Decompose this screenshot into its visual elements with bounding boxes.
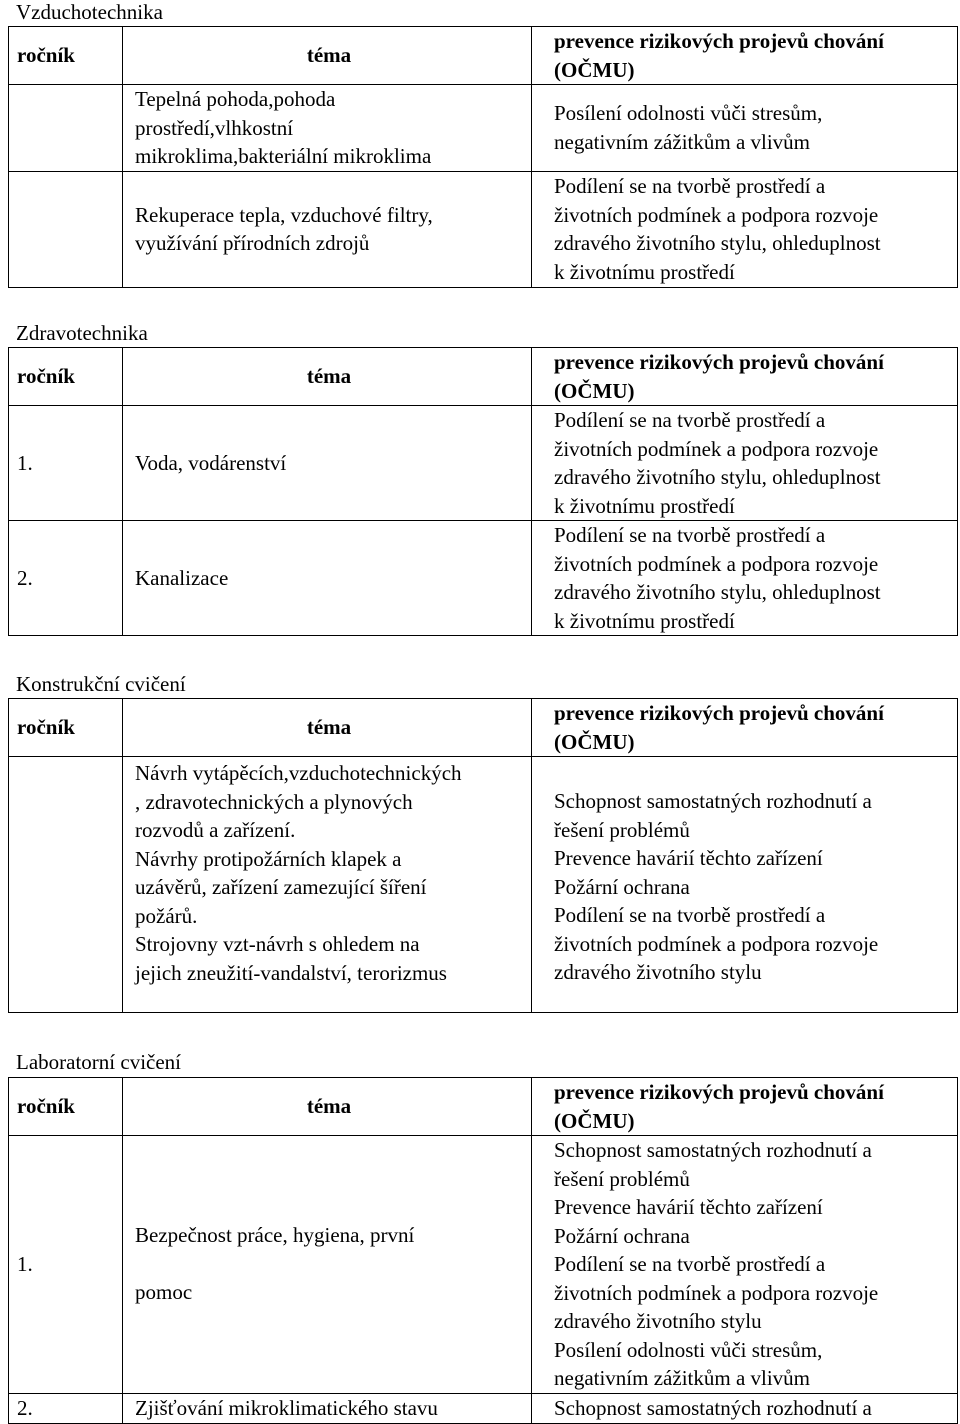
header-rocnik: ročník xyxy=(9,348,123,406)
prevence-line: negativním zážitkům a vlivům xyxy=(554,1366,811,1390)
cell-prevence xyxy=(532,171,958,287)
table-header-row xyxy=(9,27,958,85)
header-tema: téma xyxy=(123,348,532,406)
table-header-row xyxy=(9,348,958,406)
prevence-line: Podílení se na tvorbě prostředí a xyxy=(554,1252,826,1276)
tema-line: využívání přírodních zdrojů xyxy=(135,231,370,255)
table-row xyxy=(9,85,958,172)
table-row xyxy=(9,1393,958,1423)
tema-line: pomoc xyxy=(135,1280,193,1305)
cell-tema xyxy=(123,406,532,521)
tema-line: Kanalizace xyxy=(135,565,229,590)
header-prevence xyxy=(532,348,958,406)
prevence-line: Prevence havárií těchto zařízení xyxy=(554,846,823,870)
header-prevence-line: (OČMU) xyxy=(554,729,635,754)
prevence-line: Schopnost samostatných rozhodnutí a xyxy=(554,789,872,813)
header-rocnik: ročník xyxy=(9,1078,123,1136)
header-tema: téma xyxy=(123,1078,532,1136)
tema-line: , zdravotechnických a plynových xyxy=(135,789,413,814)
header-prevence-line: prevence rizikových projevů chování xyxy=(554,29,884,53)
header-prevence xyxy=(532,27,958,85)
header-prevence-line: prevence rizikových projevů chování xyxy=(554,350,884,374)
tema-line: Tepelná pohoda,pohoda xyxy=(135,87,336,111)
prevence-line: zdravého životního stylu xyxy=(554,1309,762,1333)
cell-tema xyxy=(123,85,532,172)
header-prevence xyxy=(532,1078,958,1136)
prevence-line: Podílení se na tvorbě prostředí a xyxy=(554,903,826,927)
prevence-line: řešení problémů xyxy=(554,1166,690,1191)
cell-rocnik xyxy=(9,757,123,1013)
section-table xyxy=(8,347,958,636)
prevence-line: negativním zážitkům a vlivům xyxy=(554,129,811,154)
header-prevence-line: prevence rizikových projevů chování xyxy=(554,1080,884,1104)
table-row xyxy=(9,521,958,636)
cell-rocnik: 1. xyxy=(9,1136,123,1394)
table-row xyxy=(9,406,958,521)
tema-line: Bezpečnost práce, hygiena, první xyxy=(135,1223,415,1248)
prevence-line: k životnímu prostředí xyxy=(554,493,735,518)
prevence-line: Schopnost samostatných rozhodnutí a xyxy=(554,1138,872,1162)
tema-line: Rekuperace tepla, vzduchové filtry, xyxy=(135,202,433,227)
prevence-line: zdravého životního stylu, ohleduplnost xyxy=(554,580,881,604)
tema-line: Zjišťování mikroklimatického stavu xyxy=(135,1395,438,1420)
prevence-line: Podílení se na tvorbě prostředí a xyxy=(554,408,826,432)
prevence-line: Posílení odolnosti vůči stresům, xyxy=(554,1337,823,1362)
header-tema: téma xyxy=(123,27,532,85)
header-prevence-line: (OČMU) xyxy=(554,1108,635,1133)
section-title: Konstrukční cvičení xyxy=(16,672,186,696)
tema-line: rozvodů a zařízení. xyxy=(135,818,296,842)
tema-line: Návrhy protipožárních klapek a xyxy=(135,846,402,871)
prevence-line: Požární ochrana xyxy=(554,874,690,899)
prevence-line: k životnímu prostředí xyxy=(554,608,735,633)
header-rocnik: ročník xyxy=(9,699,123,757)
prevence-line: zdravého životního stylu xyxy=(554,960,762,984)
tema-line: mikroklima,bakteriální mikroklima xyxy=(135,144,432,168)
prevence-line: životních podmínek a podpora rozvoje xyxy=(554,436,879,461)
header-prevence-line: (OČMU) xyxy=(554,378,635,403)
cell-rocnik xyxy=(9,171,123,287)
table-row xyxy=(9,757,958,1013)
section-title: Vzduchotechnika xyxy=(16,0,163,24)
prevence-line: Posílení odolnosti vůči stresům, xyxy=(554,101,823,126)
prevence-line: k životnímu prostředí xyxy=(554,259,735,284)
table-header-row xyxy=(9,1078,958,1136)
section-table xyxy=(8,26,958,288)
prevence-line: životních podmínek a podpora rozvoje xyxy=(554,1280,879,1305)
prevence-line: životních podmínek a podpora rozvoje xyxy=(554,931,879,956)
section-title: Laboratorní cvičení xyxy=(16,1050,182,1074)
tema-line: prostředí,vlhkostní xyxy=(135,115,294,140)
table-row xyxy=(9,1136,958,1394)
cell-tema xyxy=(123,171,532,287)
prevence-line: řešení problémů xyxy=(554,817,690,842)
prevence-line: životních podmínek a podpora rozvoje xyxy=(554,551,879,576)
tema-line: Voda, vodárenství xyxy=(135,450,287,475)
cell-tema xyxy=(123,757,532,1013)
prevence-line: Podílení se na tvorbě prostředí a xyxy=(554,174,826,198)
cell-prevence xyxy=(532,406,958,521)
table-header-row xyxy=(9,699,958,757)
tema-line: požárů. xyxy=(135,903,198,928)
tema-line: Návrh vytápěcích,vzduchotechnických xyxy=(135,761,462,785)
cell-tema xyxy=(123,521,532,636)
cell-rocnik: 2. xyxy=(9,1393,123,1423)
cell-prevence xyxy=(532,1393,958,1423)
cell-prevence xyxy=(532,1136,958,1394)
header-prevence-line: prevence rizikových projevů chování xyxy=(554,701,884,725)
cell-tema xyxy=(123,1393,532,1423)
table-row xyxy=(9,171,958,287)
header-prevence-line: (OČMU) xyxy=(554,57,635,82)
prevence-line: Požární ochrana xyxy=(554,1223,690,1248)
header-tema: téma xyxy=(123,699,532,757)
prevence-line: Podílení se na tvorbě prostředí a xyxy=(554,523,826,547)
cell-rocnik xyxy=(9,85,123,172)
prevence-line: zdravého životního stylu, ohleduplnost xyxy=(554,231,881,255)
header-prevence xyxy=(532,699,958,757)
cell-rocnik: 1. xyxy=(9,406,123,521)
tema-line: jejich zneužití-vandalství, terorizmus xyxy=(135,960,447,985)
prevence-line: Schopnost samostatných rozhodnutí a xyxy=(554,1395,872,1420)
header-rocnik: ročník xyxy=(9,27,123,85)
cell-prevence xyxy=(532,757,958,1013)
section-title: Zdravotechnika xyxy=(16,321,148,345)
tema-line: Strojovny vzt-návrh s ohledem na xyxy=(135,932,420,956)
prevence-line: Prevence havárií těchto zařízení xyxy=(554,1195,823,1219)
cell-rocnik: 2. xyxy=(9,521,123,636)
section-table xyxy=(8,1077,958,1424)
prevence-line: životních podmínek a podpora rozvoje xyxy=(554,202,879,227)
tema-line: uzávěrů, zařízení zamezující šíření xyxy=(135,875,427,899)
cell-prevence xyxy=(532,521,958,636)
prevence-line: zdravého životního stylu, ohleduplnost xyxy=(554,465,881,489)
cell-tema xyxy=(123,1136,532,1394)
cell-prevence xyxy=(532,85,958,172)
section-table xyxy=(8,698,958,1013)
